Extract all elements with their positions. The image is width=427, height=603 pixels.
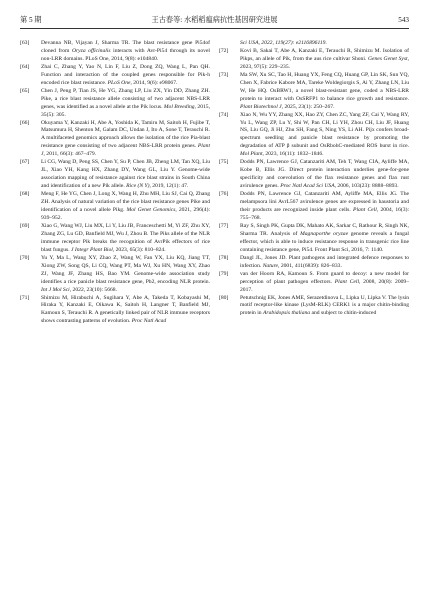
reference-text: van der Hoorn RA, Kamoun S. From guard to decoy: a new model for perception of plant pathogen effectors. — [240, 270, 409, 285]
reference-entry — [219, 159, 409, 191]
reference-entry — [20, 40, 210, 64]
reference-number: [68] — [20, 191, 30, 198]
reference-number: [78] — [219, 254, 229, 261]
reference-citation: interacts with Avr-Pi54 through its novel non-LRR domains. PLoS One, 2014, 9(8): e104840. — [41, 47, 210, 62]
reference-text: Dangl JL, Jones JD. Plant pathogens and integrated defence responses to infection. — [240, 254, 409, 269]
reference-number: [65] — [20, 87, 30, 94]
reference-text: Meng F, He YG, Chen J, Long X, Wang H, Zhu MH, Liu SJ, Cai Q, Zhang ZH. Analysis of natural variation of the rice blast resistance genes Pike and identification of a novel allele Pikg. — [41, 191, 210, 214]
reference-number: [76] — [219, 191, 229, 198]
reference-journal: Nature — [262, 262, 279, 269]
reference-journal: Proc Natl Acad — [131, 318, 167, 325]
reference-entry — [219, 223, 409, 255]
reference-citation: , 2023, 97(5): 229–235. — [240, 55, 409, 70]
reference-text: Okuyama Y, Kanzaki H, Abe A, Yoshida K, Tamiru M, Saitoh H, Fujibe T, Matsumura H, Shenton M, Galam DC, Undan J, Ito A, Sone T, Terauchi R. A multifaceted genomics approach allows the isolation of the rice Pia-blast resistance gene consisting of two adjacent NBS-LRR protein genes. — [41, 119, 210, 150]
reference-citation: , 2008, 20(8): 2009–2017. — [240, 278, 410, 293]
reference-journal: J Integr Plant Biol — [71, 246, 113, 253]
reference-journal: Mol Plant — [240, 151, 263, 158]
reference-number: [72] — [219, 47, 229, 54]
reference-text: Li CG, Wang D, Peng SS, Chen Y, Su P, Chen JB, Zheng LM, Tan XQ, Liu JL, Xiao YH, Kang HX, Zhang DY, Wang GL, Liu Y. Genome-wide association mapping of resistance against rice blast strains in South China and identification of a new Pik allele. — [41, 159, 210, 190]
reference-entry — [219, 191, 409, 223]
reference-citation: , 2001, 411(6839): 826–833. — [278, 262, 342, 269]
reference-journal: Plant Cell — [353, 207, 377, 214]
reference-entry — [20, 191, 210, 223]
reference-citation: , 2023, 65(3): 810–824. — [112, 246, 166, 253]
reference-number: [66] — [20, 119, 30, 126]
reference-entry — [219, 112, 409, 160]
reference-text: Kovi B, Sakai T, Abe A, Kanzaki E, Terauchi R, Shimizu M. Isolation of Pikps, an allele of Pik, from the aus rice cultivar Shoni. — [240, 47, 409, 62]
left-column — [20, 40, 210, 326]
reference-text: Petutschnig EK, Jones AME, Serazetdinova L, Lipka U, Lipka V. The lysin motif receptor-like kinase (LysM-RLK) CERK1 is a major chitin-binding protein in — [240, 294, 409, 317]
reference-entry — [20, 64, 210, 88]
reference-journal: Magnaporthe oryzae — [300, 230, 349, 237]
reference-journal: PLoS One — [107, 79, 131, 86]
reference-entry — [20, 120, 210, 160]
reference-continuation — [219, 40, 409, 48]
issue-number: 第 5 期 — [20, 16, 42, 24]
reference-number: [70] — [20, 254, 30, 261]
reference-journal: Plant J — [41, 143, 210, 158]
reference-journal: Genes Genet Syst — [367, 55, 408, 62]
reference-text: Dodds PN, Lawrence GJ, Catanzariti AM, Ayliffe MA, Ellis JG. The melampsora lini AvrL567 avirulence genes are expressed in haustoria and their products are recognized inside plant cells. — [240, 191, 409, 214]
reference-text: Dodds PN, Lawrence GJ, Catanzariti AM, Teh T, Wang CIA, Ayliffe MA, Kobe B, Ellis JG. Direct protein interaction underlies gene-for-gene specificity and coevolution of the flax resistance genes and flax rust avirulence genes. — [240, 159, 409, 190]
reference-citation: , 2014, 9(6): e98067. — [130, 79, 178, 86]
reference-text: Ma SW, Xu SC, Tao H, Huang YX, Feng CQ, Huang GP, Lin SK, Sun YQ, Chen X, Fabrice Kabore MA, Tareke Woldegiorgis S, Ai Y, Zhang LN, Liu W, He HQ. OsBRW1, a novel blast-resistant gene, coded a NBS-LRR protein to interact with OsSRFP1 to balance rice growth and resistance. — [240, 71, 409, 102]
reference-entry — [20, 255, 210, 295]
reference-number: [74] — [219, 111, 229, 118]
reference-journal: Oryza officinalis — [71, 47, 111, 54]
reference-text: Chen J, Peng P, Tian JS, He YG, Zhang LP, Liu ZX, Yin DD, Zhang ZH. Pike, a rice blast resistance allele consisting of two adjacent NBS-LRR genes, was identified as a novel allele at the Pik locus. — [41, 87, 210, 110]
reference-number: [69] — [20, 222, 30, 229]
running-title: 王古春等: 水稻稻瘟病抗性基因研究进展 — [151, 16, 278, 24]
reference-citation: , 2006, 103(23): 8888–8893. — [334, 183, 399, 190]
reference-entry — [20, 159, 210, 191]
reference-number: [63] — [20, 40, 30, 46]
reference-journal: Int J Mol Sci — [41, 286, 70, 293]
reference-journal: Proc Natl Acad Sci USA — [280, 183, 335, 190]
reference-text: Yu Y, Ma L, Wang XY, Zhao Z, Wang W, Fan YX, Liu KQ, Jiang TT, Xiong ZW, Song QS, Li CQ, Wang PT, Ma WJ, Xu HN, Wang XY, Zhao ZJ, Wang JF, Zhang HS, Bao YM. Genome-wide association study identifies a rice panicle blast resistance gene, Pb2, encoding NLR protein. — [41, 254, 210, 285]
reference-number: [64] — [20, 63, 30, 70]
reference-text: Devanna NB, Vijayan J, Sharma TR. The blast resistance gene Pi54of cloned from — [41, 40, 210, 54]
header-rule — [20, 28, 409, 29]
reference-entry — [219, 48, 409, 72]
reference-text: Xiao G, Wang WJ, Liu MX, Li Y, Liu JB, Franceschetti M, Yi ZF, Zhu XY, Zhang ZG, Lu GD, Banfield MJ, Wu J, Zhou B. The Piks allele of the NLR immune receptor Pik breaks the recognition of AvrPik effectors of rice blast fungus. — [41, 222, 210, 253]
reference-journal: Mol Breeding — [163, 103, 195, 110]
reference-number: [71] — [20, 294, 30, 301]
reference-entry — [20, 88, 210, 120]
reference-journal: Arabidopsis thaliana — [263, 310, 311, 317]
reference-citation: , 2022, 23(10): 5668. — [69, 286, 117, 293]
reference-entry — [219, 271, 409, 295]
reference-journal: Rice (N Y) — [126, 183, 150, 190]
reference-number: [80] — [219, 294, 229, 301]
reference-citation: , 2023, 16(11): 1832–1846. — [262, 151, 324, 158]
reference-citation: genome reveals a fungal effector, which is able to induce resistance response in transgenic rice line containing resistance gene, Pi54. Front Plant Sci, 2016, 7: 1140. — [240, 230, 409, 253]
reference-citation: , 2021, 296(4): 939–952. — [41, 207, 210, 221]
continuation-text: Sci USA, 2022, 119(27): e2116896119. — [240, 40, 327, 46]
reference-text: Ray S, Singh PK, Gupta DK, Mahato AK, Sarkar C, Rathour R, Singh NK, Sharma TR. Analysis of — [240, 222, 409, 237]
reference-journal: Mol Genet Genomics — [126, 207, 176, 214]
right-column — [219, 40, 409, 318]
reference-number: [75] — [219, 159, 229, 166]
reference-citation: , 2019, 12(1): 47. — [149, 183, 189, 190]
running-header — [20, 13, 409, 27]
reference-citation: , 2025, 23(1): 250–267. — [281, 103, 335, 110]
reference-entry — [20, 295, 210, 327]
reference-journal: Plant Cell — [334, 278, 359, 285]
reference-number: [73] — [219, 71, 229, 78]
reference-number: [79] — [219, 270, 229, 277]
right-reference-list — [219, 48, 409, 318]
reference-number: [67] — [20, 159, 30, 166]
reference-citation: , 2011, 66(3): 467–479. — [43, 151, 97, 158]
reference-number: [77] — [219, 222, 229, 229]
reference-text: Xiao N, Wu YY, Zhang XX, Hao ZY, Chen ZC, Yang ZF, Cai Y, Wang RY, Yu L, Wang ZP, Lu Y, Shi W, Pan CH, Li YH, Zhou CH, Liu JF, Huang NS, Liu GQ, Ji HJ, Zhu SH, Fang S, Ning YS, Li AH. Pijx confers broad-spectrum seedling and panicle blast resistance by promoting the degradation of ATP β subunit and OsRbohC-mediated ROS burst in rice. — [240, 111, 409, 150]
reference-journal: Plant Biotechnol J — [240, 103, 282, 110]
reference-entry — [219, 295, 409, 319]
page-number: 543 — [398, 16, 409, 24]
reference-entry — [219, 72, 409, 112]
reference-citation: , 2004, 16(3): 755–768. — [240, 207, 409, 221]
reference-text: Zhai C, Zhang Y, Yao N, Lin F, Liu Z, Dong ZQ, Wang L, Pan QH. Function and interaction of the coupled genes responsible for Pik-h encoded rice blast resistance. — [41, 63, 210, 86]
reference-entry — [20, 223, 210, 255]
reference-entry — [219, 255, 409, 271]
reference-text: Shimizu M, Hirabuchi A, Sugihara Y, Abe A, Takeda T, Kobayashi M, Hiraka Y, Kanzaki E, Oikawa K, Saitoh H, Langner T, Banfield MJ, Kamoun S, Terauchi R. A genetically linked pair of NLR immune receptors shows contrasting patterns of evolution. — [41, 294, 210, 325]
reference-citation: and subject to chitin-induced — [310, 310, 377, 317]
reference-citation: , 2015, 35(5): 305. — [41, 103, 210, 118]
